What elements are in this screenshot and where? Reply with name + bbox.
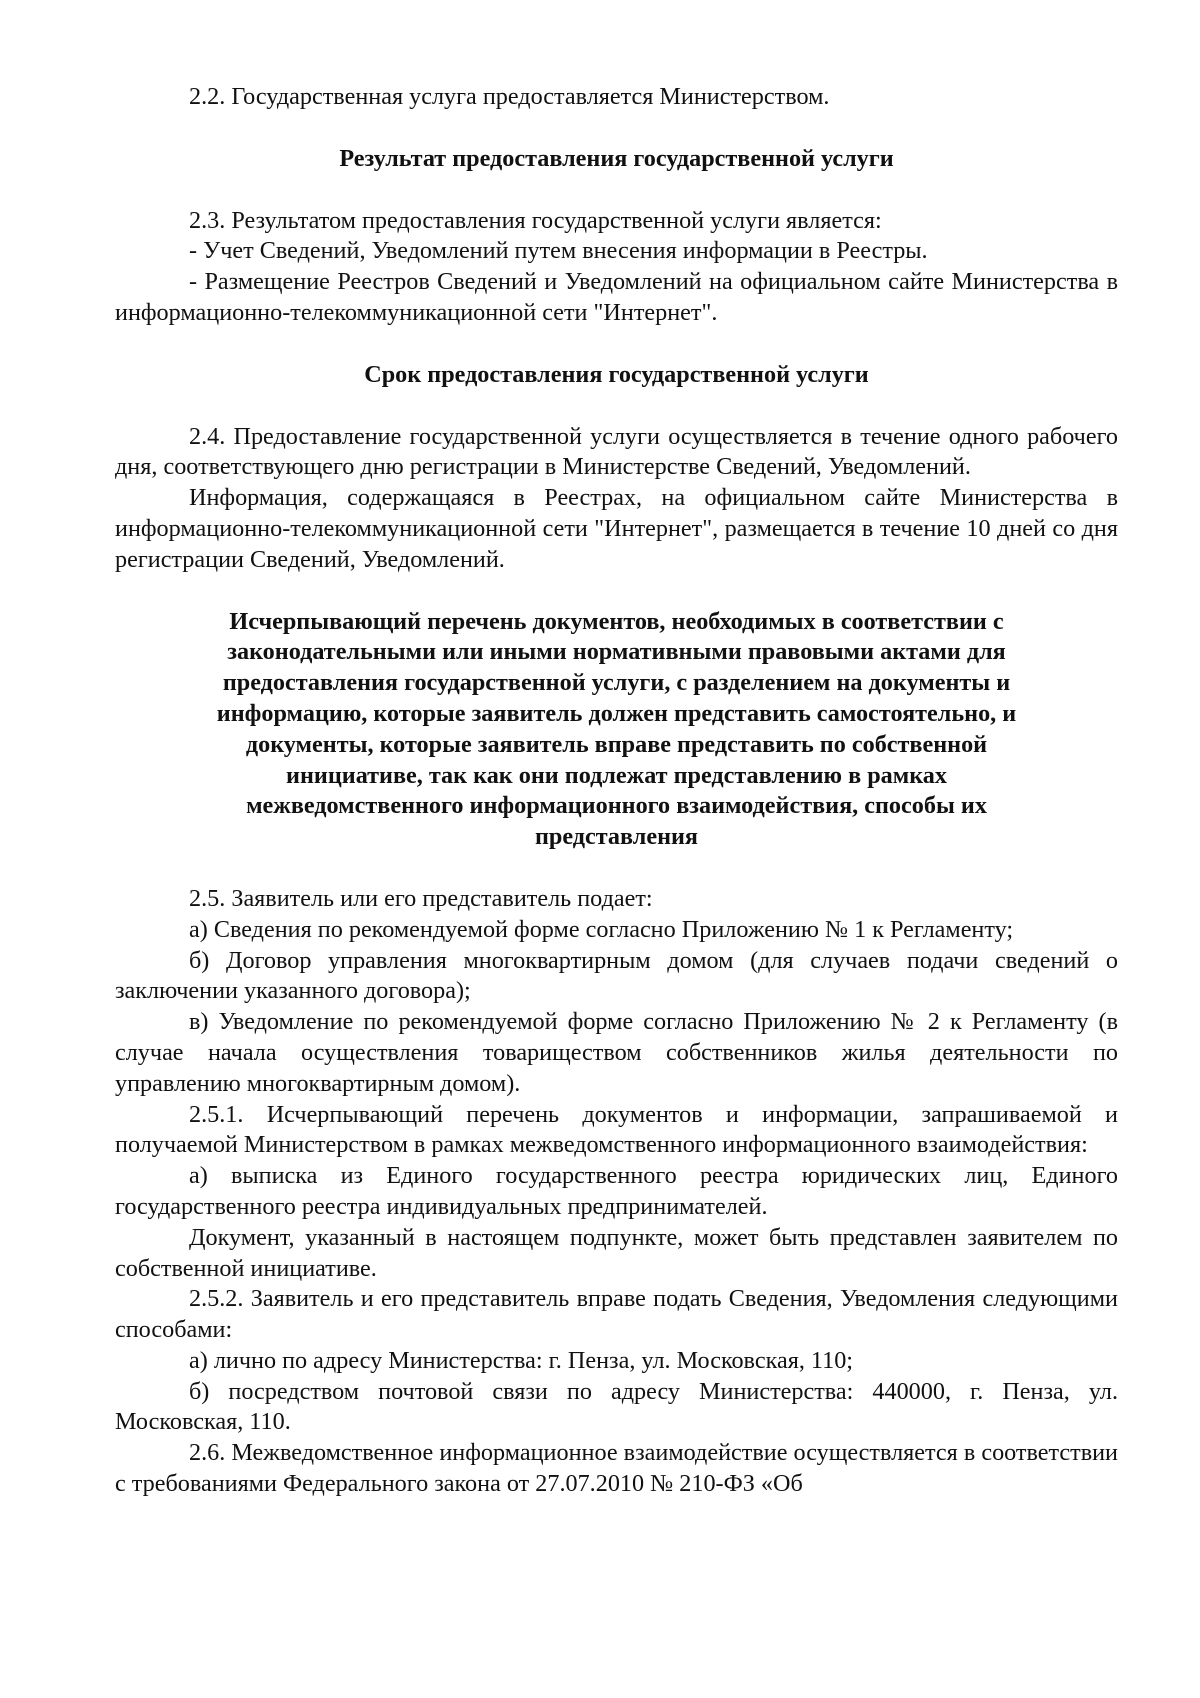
paragraph-2-4: 2.4. Предоставление государственной услуги осуществляется в течение одного рабочего дня, соответствующего дню регистрации в Министерстве Сведений, Уведомлений. bbox=[115, 422, 1118, 481]
paragraph-2-5: 2.5. Заявитель или его представитель подает: bbox=[189, 884, 653, 912]
paragraph-2-3: 2.3. Результатом предоставления государственной услуги является: bbox=[189, 206, 882, 234]
paragraph-2-5-a: а) Сведения по рекомендуемой форме согласно Приложению № 1 к Регламенту; bbox=[189, 915, 1014, 943]
heading-documents-list: Исчерпывающий перечень документов, необходимых в соответствии с законодательными или иными нормативными правовыми актами для предоставления государственной услуги, с разделением на документы и информацию, которые заявитель должен представить самостоятельно, и документы, которые заявитель вправе представить по собственной инициативе, так как они подлежат представлению в рамках межведомственного информационного взаимодействия, способы их представления bbox=[216, 607, 1017, 851]
heading-service-result: Результат предоставления государственной услуги bbox=[339, 144, 894, 172]
paragraph-2-5-c: в) Уведомление по рекомендуемой форме согласно Приложению № 2 к Регламенту (в случае начала осуществления товариществом собственников жилья деятельности по управлению многоквартирным домом). bbox=[115, 1008, 1118, 1097]
paragraph-2-5-2: 2.5.2. Заявитель и его представитель вправе подать Сведения, Уведомления следующими способами: bbox=[115, 1285, 1118, 1344]
paragraph-2-2: 2.2. Государственная услуга предоставляется Министерством. bbox=[189, 83, 830, 110]
paragraph-2-3-item-1: - Учет Сведений, Уведомлений путем внесения информации в Реестры. bbox=[189, 237, 928, 265]
paragraph-2-5-1-a: а) выписка из Единого государственного реестра юридических лиц, Единого государственного реестра индивидуальных предпринимателей. bbox=[115, 1162, 1118, 1220]
paragraph-2-5-1: 2.5.1. Исчерпывающий перечень документов и информации, запрашиваемой и получаемой Министерством в рамках межведомственного информационного взаимодействия: bbox=[115, 1100, 1118, 1159]
paragraph-2-5-b: б) Договор управления многоквартирным домом (для случаев подачи сведений о заключении указанного договора); bbox=[115, 946, 1118, 1005]
document-page bbox=[115, 82, 1118, 1500]
paragraph-2-5-2-a: а) лично по адресу Министерства: г. Пенза, ул. Московская, 110; bbox=[189, 1346, 854, 1374]
paragraph-2-5-2-b: б) посредством почтовой связи по адресу Министерства: 440000, г. Пенза, ул. Московская, 110. bbox=[115, 1377, 1118, 1436]
paragraph-2-4-info: Информация, содержащаяся в Реестрах, на официальном сайте Министерства в информационно-телекоммуникационной сети "Интернет", размещается в течение 10 дней со дня регистрации Сведений, Уведомлений. bbox=[115, 484, 1118, 573]
paragraph-2-6: 2.6. Межведомственное информационное взаимодействие осуществляется в соответствии с требованиями Федерального закона от 27.07.2010 № 210-ФЗ «Об bbox=[115, 1439, 1118, 1498]
paragraph-2-3-item-2: - Размещение Реестров Сведений и Уведомлений на официальном сайте Министерства в информационно-телекоммуникационной сети "Интернет". bbox=[115, 268, 1118, 326]
heading-service-term: Срок предоставления государственной услуги bbox=[364, 360, 869, 388]
paragraph-2-5-1-document: Документ, указанный в настоящем подпункте, может быть представлен заявителем по собственной инициативе. bbox=[115, 1223, 1118, 1282]
